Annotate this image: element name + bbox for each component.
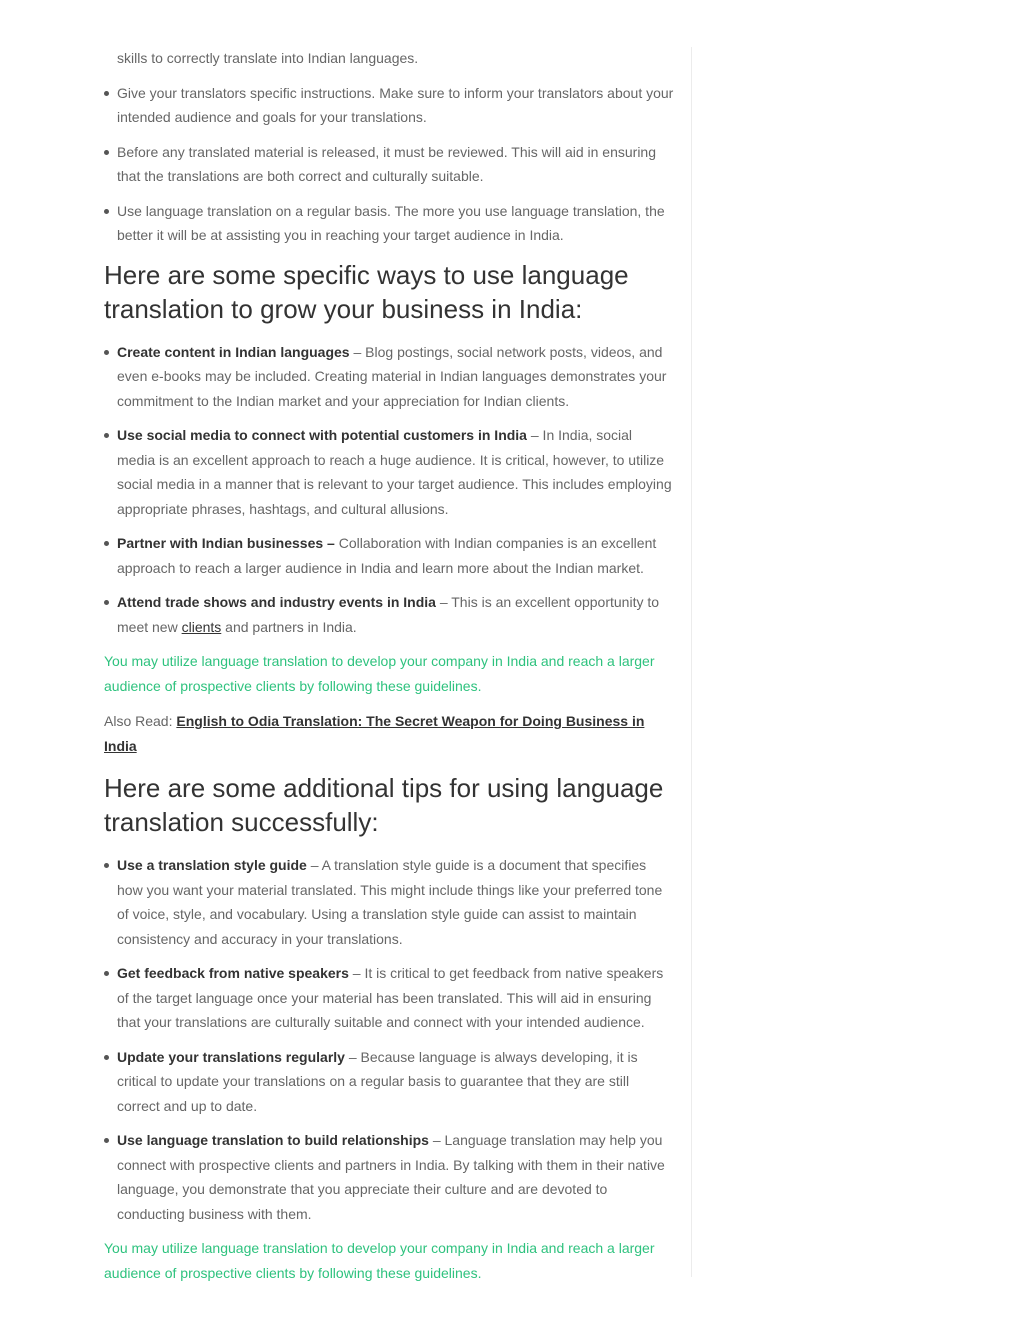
- list-item-text: and partners in India.: [221, 618, 357, 635]
- list-item: [104, 340, 674, 414]
- list-item-title: Attend trade shows and industry events in India: [117, 594, 436, 610]
- list-item: [104, 1045, 674, 1119]
- list-item: [104, 1128, 674, 1226]
- section-heading-ways: Here are some specific ways to use language translation to grow your business in India:: [104, 259, 629, 324]
- list-item-text: – It is critical to get feedback from native speakers of the target language once your material has been translated. This will aid in ensuring that your translations are culturally suitable and connect with your intended audience.: [117, 965, 664, 1030]
- list-item: Use language translation on a regular basis. The more you use language translation, the better it will be at assisting you in reaching your target audience in India.: [104, 199, 674, 248]
- list-item-title: Partner with Indian businesses –: [117, 535, 335, 551]
- list-item-text: – This is an excellent opportunity to meet new: [117, 594, 660, 635]
- also-read: [104, 709, 674, 758]
- list-item: [104, 423, 674, 521]
- also-read-link[interactable]: English to Odia Translation: The Secret Weapon for Doing Business in India: [104, 713, 645, 754]
- list-item-text: – A translation style guide is a document that specifies how you want your material translated. This might include things like your preferred tone of voice, style, and vocabulary. Using a translation style guide can assist to maintain consistency and accuracy in your translations.: [117, 857, 663, 947]
- highlight-note: You may utilize language translation to develop your company in India and reach a larger audience of prospective clients by following these guidelines.: [104, 1240, 655, 1281]
- tips-list-1: [104, 81, 674, 248]
- list-item: Before any translated material is released, it must be reviewed. This will aid in ensuring that the translations are both correct and culturally suitable.: [104, 140, 674, 189]
- list-item-text: Collaboration with Indian companies is an excellent approach to reach a larger audience in India and learn more about the Indian market.: [117, 535, 657, 576]
- list-item-title: Use language translation to build relationships: [117, 1132, 429, 1148]
- list-item: [104, 961, 674, 1035]
- highlight-note: You may utilize language translation to develop your company in India and reach a larger audience of prospective clients by following these guidelines.: [104, 653, 655, 694]
- list-item: Give your translators specific instructions. Make sure to inform your translators about your intended audience and goals for your translations.: [104, 81, 674, 130]
- clients-link[interactable]: clients: [181, 618, 222, 635]
- list-item-title: Get feedback from native speakers: [117, 965, 349, 981]
- list-item-title: Update your translations regularly: [117, 1048, 345, 1065]
- list-item-title: Use social media to connect with potential customers in India: [117, 427, 527, 443]
- section-heading-tips: Here are some additional tips for using language translation successfully:: [104, 773, 664, 837]
- list-item: [104, 590, 674, 639]
- list-item-text: – In India, social media is an excellent approach to reach a huge audience. It is critical, however, to utilize social media in a manner that is relevant to your target audience. This includes employing appropriate phrases, hashtags, and cultural allusions.: [117, 427, 672, 517]
- list-item-title: Use a translation style guide: [117, 857, 307, 873]
- article-body: [104, 46, 674, 1296]
- list-item-title: Create content in Indian languages: [117, 343, 350, 360]
- list-item: [104, 853, 674, 951]
- list-item-text: – Because language is always developing, it is critical to update your translations on a regular basis to guarantee that they are still correct and up to date.: [117, 1048, 638, 1114]
- list-item-text: – Language translation may help you connect with prospective clients and partners in India. By talking with them in their native language, you demonstrate that you appreciate their culture and are devoted to conducting business with them.: [117, 1132, 665, 1222]
- ways-list: [104, 340, 674, 640]
- column-divider: [691, 47, 692, 1277]
- intro-continuation: skills to correctly translate into Indian languages.: [117, 50, 419, 66]
- additional-tips-list: [104, 853, 674, 1226]
- also-read-label: Also Read:: [104, 713, 177, 729]
- list-item-text: – Blog postings, social network posts, videos, and even e-books may be included. Creating material in Indian languages demonstrates your commitment to the Indian market and your appreciation for Indian clients.: [117, 343, 667, 409]
- list-item: [104, 531, 674, 580]
